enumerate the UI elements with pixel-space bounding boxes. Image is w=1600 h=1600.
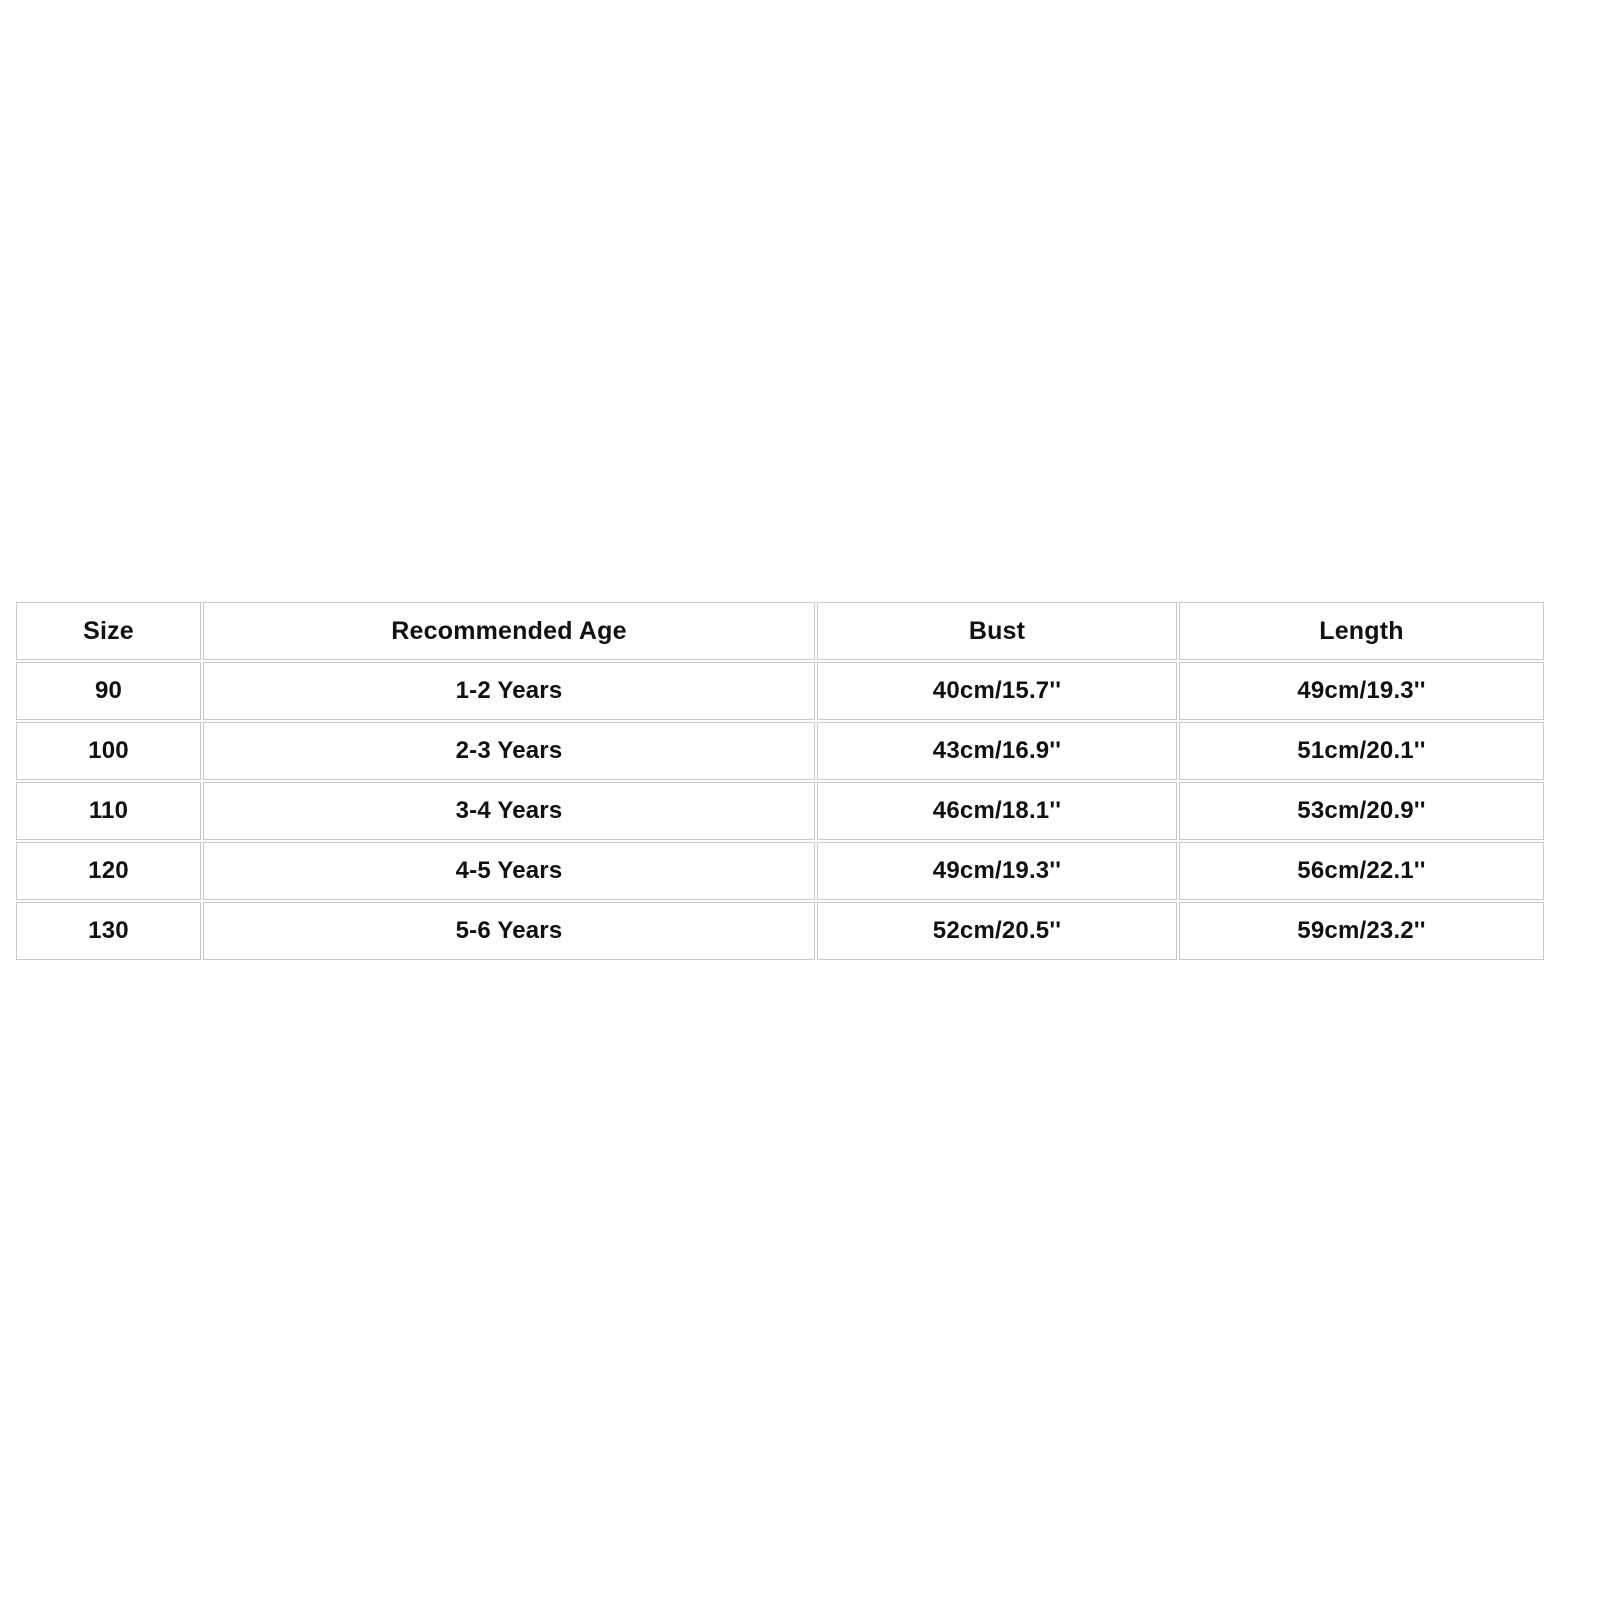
size-chart-table: [14, 600, 1546, 962]
cell-bust: 40cm/15.7'': [817, 662, 1177, 720]
cell-bust: 49cm/19.3'': [817, 842, 1177, 900]
table-row: [16, 782, 1544, 840]
cell-size: 90: [16, 662, 201, 720]
cell-recommended-age: 3-4 Years: [203, 782, 815, 840]
cell-recommended-age: 5-6 Years: [203, 902, 815, 960]
cell-length: 51cm/20.1'': [1179, 722, 1544, 780]
column-header-recommended-age: Recommended Age: [203, 602, 815, 660]
column-header-size: Size: [16, 602, 201, 660]
cell-size: 100: [16, 722, 201, 780]
cell-length: 59cm/23.2'': [1179, 902, 1544, 960]
cell-length: 49cm/19.3'': [1179, 662, 1544, 720]
cell-bust: 46cm/18.1'': [817, 782, 1177, 840]
cell-bust: 52cm/20.5'': [817, 902, 1177, 960]
table-header-row: [16, 602, 1544, 660]
table-row: [16, 902, 1544, 960]
table-row: [16, 842, 1544, 900]
table-row: [16, 722, 1544, 780]
table-row: [16, 662, 1544, 720]
cell-recommended-age: 4-5 Years: [203, 842, 815, 900]
column-header-bust: Bust: [817, 602, 1177, 660]
cell-length: 56cm/22.1'': [1179, 842, 1544, 900]
cell-size: 110: [16, 782, 201, 840]
cell-size: 120: [16, 842, 201, 900]
column-header-length: Length: [1179, 602, 1544, 660]
cell-bust: 43cm/16.9'': [817, 722, 1177, 780]
cell-length: 53cm/20.9'': [1179, 782, 1544, 840]
cell-recommended-age: 1-2 Years: [203, 662, 815, 720]
size-chart-container: [14, 600, 1540, 962]
cell-recommended-age: 2-3 Years: [203, 722, 815, 780]
cell-size: 130: [16, 902, 201, 960]
